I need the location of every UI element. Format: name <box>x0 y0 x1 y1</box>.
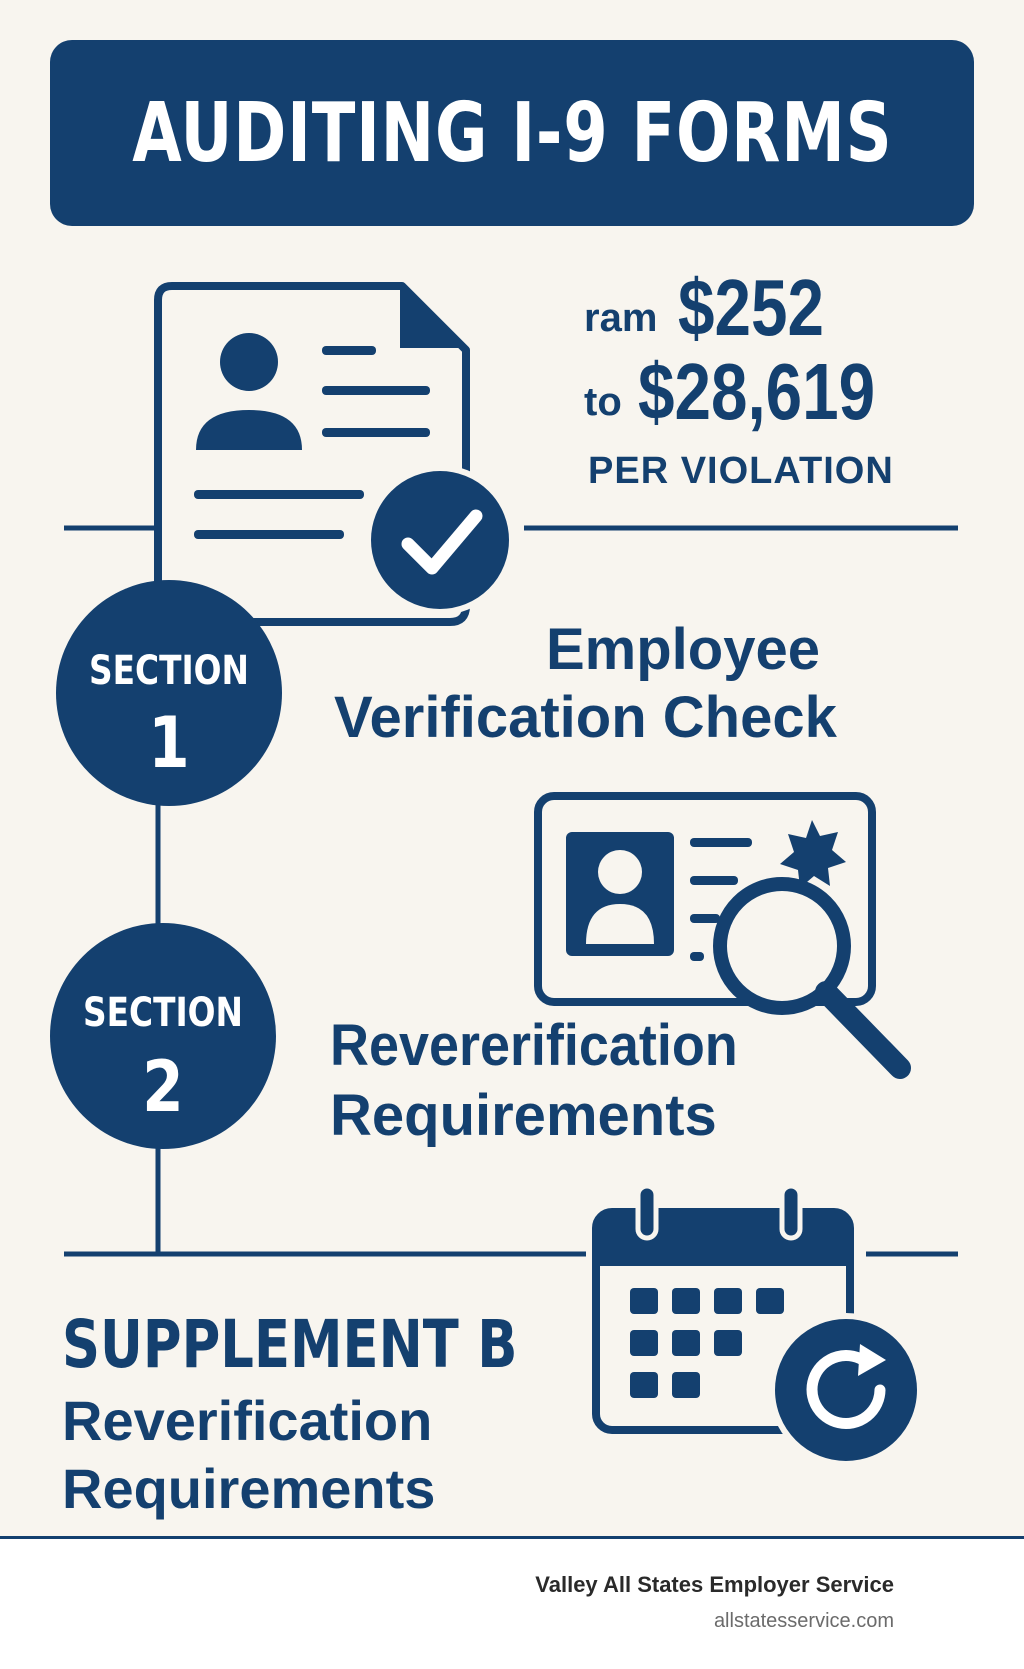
section1-title-line2: Verification Check <box>334 685 837 750</box>
supplement-heading: SUPPLEMENT B <box>62 1306 518 1383</box>
footer-url: allstatesservice.com <box>713 1610 894 1632</box>
penalty-per-label: PER VIOLATION <box>588 450 894 492</box>
section2-title-line1: Revererification <box>330 1013 738 1078</box>
supplement-line2: Requirements <box>62 1457 436 1520</box>
section1-word: SECTION <box>88 648 250 694</box>
calendar-refresh-icon <box>596 1186 920 1464</box>
section1-number: 1 <box>148 702 190 784</box>
penalty-to-word: to <box>584 380 622 424</box>
section1-title-line1: Employee <box>546 617 820 682</box>
page-title: AUDITING I-9 FORMS <box>131 85 893 181</box>
document-check-icon <box>158 286 512 622</box>
section2-title-line2: Requirements <box>330 1083 717 1148</box>
footer <box>0 1536 1024 1669</box>
penalty-to-amount: $28,619 <box>638 347 876 436</box>
penalty-from-word: ram <box>584 296 658 340</box>
section2-number: 2 <box>142 1046 184 1128</box>
penalty-from-amount: $252 <box>678 263 824 352</box>
footer-company: Valley All States Employer Service <box>535 1572 894 1597</box>
section2-word: SECTION <box>82 990 244 1036</box>
supplement-line1: Reverification <box>62 1389 433 1452</box>
